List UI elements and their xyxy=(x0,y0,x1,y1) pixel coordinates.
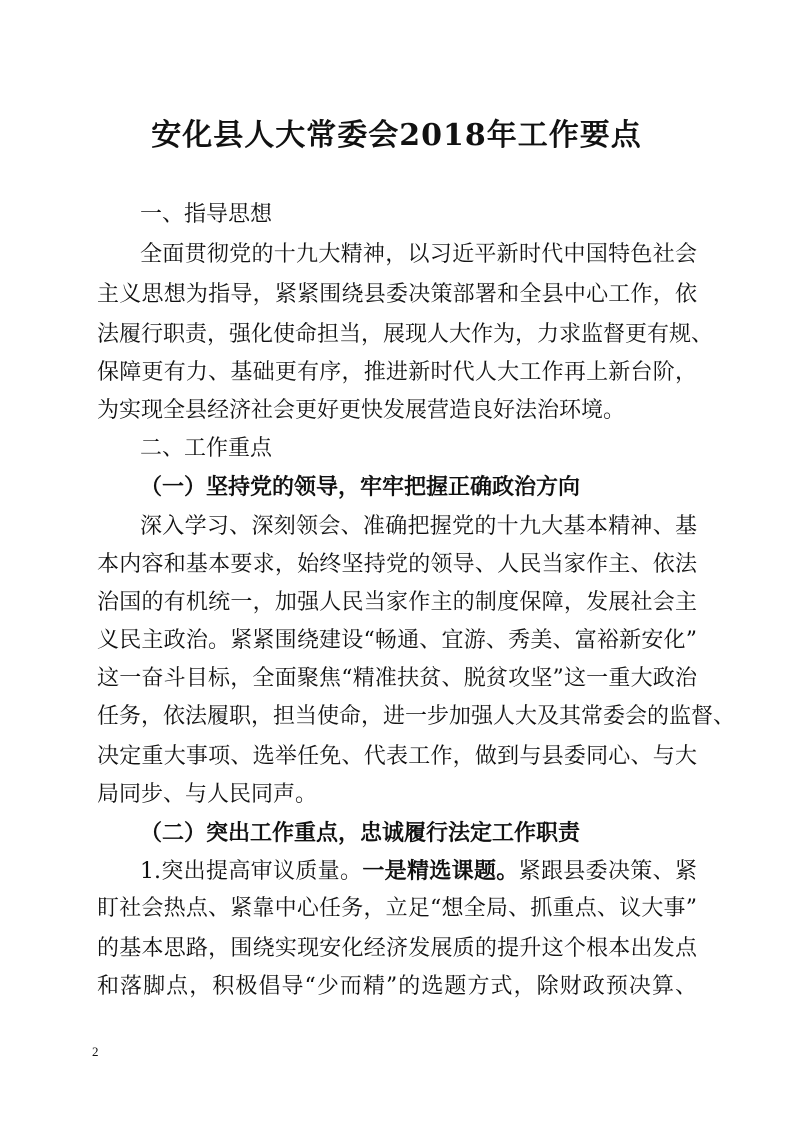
subsection-heading-work-focus: （二）突出工作重点，忠诚履行法定工作职责 xyxy=(140,820,581,846)
paragraph-line: 和落脚点，积极倡导“少而精”的选题方式，除财政预决算、 xyxy=(97,974,697,999)
page-number: 2 xyxy=(92,1044,99,1059)
paragraph-line: 保障更有力、基础更有序，推进新时代人大工作再上新台阶， xyxy=(97,360,697,385)
paragraph-line xyxy=(140,856,697,887)
paragraph-line: 治国的有机统一，加强人民当家作主的制度保障，发展社会主 xyxy=(97,590,697,615)
paragraph-line: 盯社会热点、紧靠中心任务，立足“想全局、抓重点、议大事” xyxy=(97,896,697,921)
paragraph-line: 为实现全县经济社会更好更快发展营造良好法治环境。 xyxy=(97,398,626,423)
paragraph-line: 义民主政治。紧紧围绕建设“畅通、宜游、秀美、富裕新安化” xyxy=(97,628,697,653)
paragraph-line: 局同步、与人民同声。 xyxy=(97,782,318,807)
paragraph-line: 任务，依法履职，担当使命，进一步加强人大及其常委会的监督、 xyxy=(97,704,736,729)
paragraph-line: 决定重大事项、选举任免、代表工作，做到与县委同心、与大 xyxy=(97,744,697,769)
paragraph-line: 这一奋斗目标，全面聚焦“精准扶贫、脱贫攻坚”这一重大政治 xyxy=(97,666,697,691)
paragraph-line: 全面贯彻党的十九大精神，以习近平新时代中国特色社会 xyxy=(140,242,697,267)
paragraph-line: 法履行职责，强化使命担当，展现人大作为，力求监督更有规、 xyxy=(97,322,714,347)
section-heading-guiding-thought: 一、指导思想 xyxy=(140,202,273,227)
item-continuation: 紧跟县委决策、紧 xyxy=(518,859,697,884)
paragraph-line: 主义思想为指导，紧紧围绕县委决策部署和全县中心工作，依 xyxy=(97,282,697,307)
paragraph-line: 的基本思路，围绕实现安化经济发展质的提升这个根本出发点 xyxy=(97,936,697,961)
paragraph-line: 本内容和基本要求，始终坚持党的领导、人民当家作主、依法 xyxy=(97,552,697,577)
section-heading-work-focus: 二、工作重点 xyxy=(140,436,273,461)
paragraph-line: 深入学习、深刻领会、准确把握党的十九大基本精神、基 xyxy=(140,514,697,539)
subsection-heading-party-leadership: （一）坚持党的领导，牢牢把握正确政治方向 xyxy=(140,474,581,500)
item-intro: 1.突出提高审议质量。 xyxy=(140,859,363,884)
item-bold-phrase: 一是精选课题。 xyxy=(362,858,519,884)
document-title: 安化县人大常委会2018年工作要点 xyxy=(151,118,642,153)
